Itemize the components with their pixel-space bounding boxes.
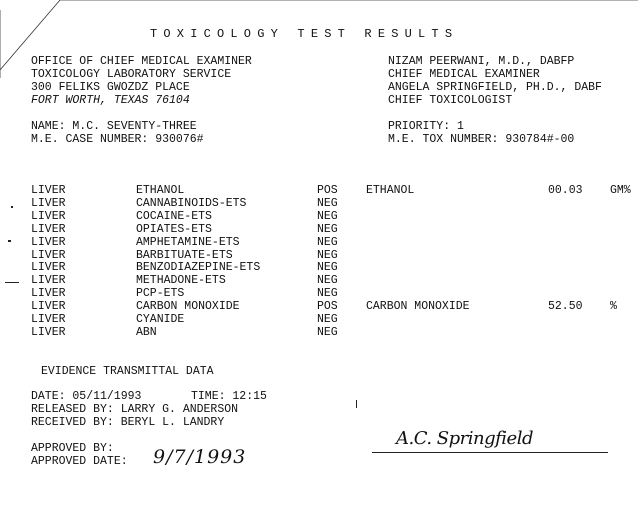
result-cell: NEG	[317, 235, 338, 249]
result-cell: NEG	[317, 313, 338, 326]
test-cell: METHADONE-ETS	[136, 274, 226, 288]
staff-line-2: CHIEF MEDICAL EXAMINER	[388, 68, 540, 81]
specimen-cell: LIVER	[31, 196, 66, 210]
approved-by-label: APPROVED BY:	[31, 442, 114, 455]
test-cell: ABN	[136, 325, 157, 339]
evidence-heading: EVIDENCE TRANSMITTAL DATA	[41, 365, 214, 378]
unit-cell: %	[610, 300, 617, 314]
evidence-date: DATE: 05/11/1993	[31, 390, 142, 403]
result-cell: NEG	[317, 209, 338, 223]
scan-speck	[11, 206, 13, 208]
result-cell: NEG	[317, 222, 338, 236]
office-line-2: TOXICOLOGY LABORATORY SERVICE	[31, 68, 232, 81]
value-cell: 00.03	[548, 184, 583, 197]
staff-line-4: CHIEF TOXICOLOGIST	[388, 94, 513, 107]
result-cell: NEG	[317, 196, 338, 210]
priority: PRIORITY: 1	[388, 120, 464, 133]
result-cell: NEG	[317, 325, 338, 339]
specimen-cell: LIVER	[31, 235, 66, 249]
analyte-cell: CARBON MONOXIDE	[366, 300, 470, 314]
staff-line-3: ANGELA SPRINGFIELD, PH.D., DABF	[388, 81, 602, 94]
evidence-time: TIME: 12:15	[191, 390, 267, 403]
specimen-cell: LIVER	[31, 184, 66, 197]
office-line-3: 300 FELIKS GWOZDZ PLACE	[31, 81, 190, 94]
approved-date-handwritten: 9/7/1993	[153, 446, 247, 468]
result-cell: NEG	[317, 248, 338, 262]
specimen-cell: LIVER	[31, 300, 66, 314]
test-cell: ETHANOL	[136, 184, 185, 197]
test-cell: CYANIDE	[136, 313, 185, 326]
unit-cell: GM%	[610, 184, 631, 197]
office-line-4: FORT WORTH, TEXAS 76104	[31, 94, 190, 107]
report-title: TOXICOLOGY TEST RESULTS	[150, 27, 459, 41]
specimen-cell: LIVER	[31, 287, 66, 301]
result-cell: POS	[317, 300, 338, 314]
scan-speck	[356, 400, 357, 408]
value-cell: 52.50	[548, 300, 583, 314]
signature: A.C. Springfield	[396, 428, 533, 449]
specimen-cell: LIVER	[31, 261, 66, 275]
test-cell: PCP-ETS	[136, 287, 185, 301]
test-cell: BARBITUATE-ETS	[136, 248, 233, 262]
specimen-cell: LIVER	[31, 248, 66, 262]
specimen-cell: LIVER	[31, 313, 66, 326]
test-cell: COCAINE-ETS	[136, 209, 212, 223]
staff-line-1: NIZAM PEERWANI, M.D., DABFP	[388, 55, 575, 68]
me-case-number: M.E. CASE NUMBER: 930076#	[31, 133, 204, 146]
specimen-cell: LIVER	[31, 325, 66, 339]
test-cell: AMPHETAMINE-ETS	[136, 235, 240, 249]
specimen-cell: LIVER	[31, 209, 66, 223]
signature-line	[372, 452, 608, 453]
scan-speck	[5, 282, 19, 283]
result-cell: NEG	[317, 261, 338, 275]
decedent-name: NAME: M.C. SEVENTY-THREE	[31, 120, 197, 133]
result-cell: POS	[317, 184, 338, 197]
test-cell: CANNABINOIDS-ETS	[136, 196, 247, 210]
received-by: RECEIVED BY: BERYL L. LANDRY	[31, 416, 225, 429]
specimen-cell: LIVER	[31, 222, 66, 236]
specimen-cell: LIVER	[31, 274, 66, 288]
test-cell: OPIATES-ETS	[136, 222, 212, 236]
scan-speck	[8, 240, 11, 242]
analyte-cell: ETHANOL	[366, 184, 415, 197]
test-cell: BENZODIAZEPINE-ETS	[136, 261, 261, 275]
result-cell: NEG	[317, 274, 338, 288]
me-tox-number: M.E. TOX NUMBER: 930784#-00	[388, 133, 575, 146]
result-cell: NEG	[317, 287, 338, 301]
released-by: RELEASED BY: LARRY G. ANDERSON	[31, 403, 239, 416]
test-cell: CARBON MONOXIDE	[136, 300, 240, 314]
office-line-1: OFFICE OF CHIEF MEDICAL EXAMINER	[31, 55, 252, 68]
approved-date-label: APPROVED DATE:	[31, 455, 128, 468]
